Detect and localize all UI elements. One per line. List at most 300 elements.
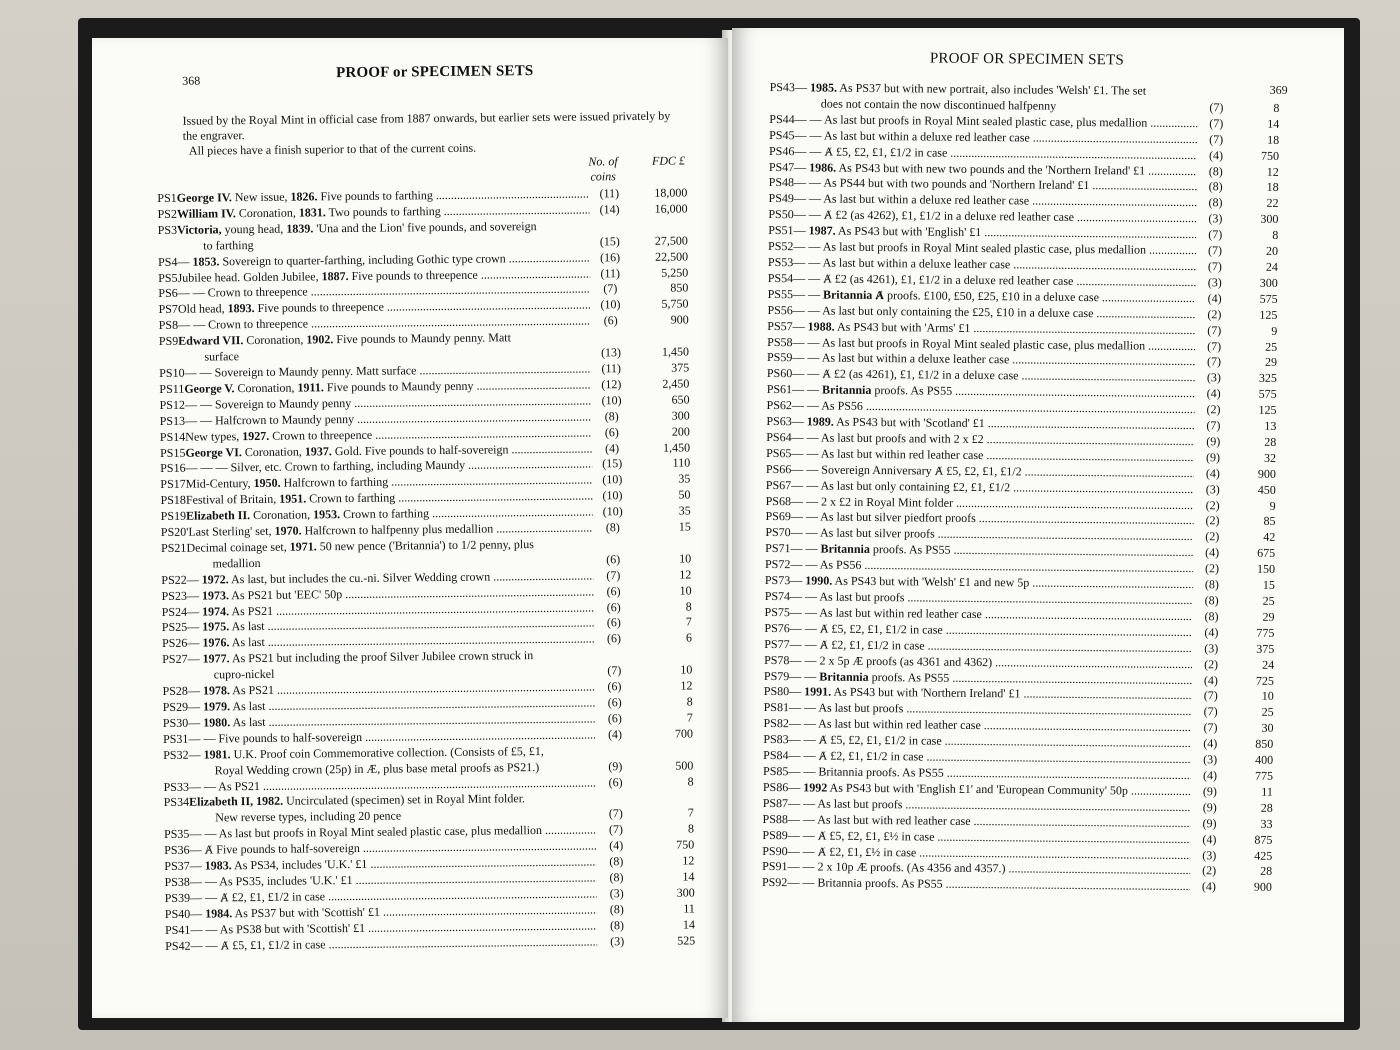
entry-code: PS30 (162, 715, 189, 730)
entry-description (186, 536, 593, 572)
column-header-count: No. of coins (588, 154, 618, 184)
entry-code: PS2 (157, 206, 177, 221)
entry-code: PS36 (164, 842, 190, 858)
entry-code: PS86 (762, 779, 789, 795)
entry-code: PS66 (765, 461, 792, 476)
entry-text: — — (792, 287, 824, 302)
entry-text: — — (789, 668, 820, 684)
entry-coin-count: (4) (1206, 386, 1221, 401)
entry-text: — (187, 620, 203, 635)
entry-bold: George V. (184, 381, 235, 396)
entry-list (762, 80, 1290, 896)
entry-fdc-price: 50 (678, 487, 691, 502)
entry-coin-count: (2) (1206, 402, 1221, 417)
entry-code: PS64 (766, 429, 792, 445)
entry-coin-count: (3) (1206, 370, 1221, 385)
entry-bold: 1893. (227, 301, 255, 316)
entry-coin-count: (8) (1208, 179, 1223, 194)
entry-code: PS54 (767, 270, 794, 286)
entry-text: Sovereign to quarter-farthing, including Gothic type crown (219, 250, 506, 268)
column-header-fdc: FDC £ (651, 153, 686, 168)
entry-code: PS5 (158, 270, 178, 285)
entry-bold: 1975. (202, 619, 230, 635)
entry-code: PS56 (767, 302, 793, 317)
entry-fdc-price: 35 (678, 471, 691, 486)
entry-fdc-price: 110 (672, 455, 691, 471)
entry-code: PS41 (164, 922, 191, 937)
entry-coin-count: (7) (1207, 338, 1222, 353)
entry-fdc-price: 8 (685, 598, 692, 614)
right-page-content (762, 48, 1290, 896)
entry-coin-count: (6) (608, 774, 623, 789)
entry-fdc-price: 2,450 (662, 376, 690, 391)
entry-coin-count: (9) (608, 758, 623, 773)
entry-text: — (187, 635, 203, 651)
entry-fdc-price: 20 (1266, 243, 1279, 258)
entry-bold: 1990. (805, 573, 833, 588)
entry-code: PS68 (765, 493, 792, 508)
entry-coin-count: (9) (1206, 450, 1221, 465)
entry-code: PS75 (764, 604, 791, 620)
entry-fdc-price: 1,450 (661, 344, 690, 359)
entry-text: — — Ⱥ £5, £2, £1, £1/2 in case (789, 621, 943, 637)
entry-coin-count: (11) (600, 265, 621, 280)
entry-text: 'Una and the Lion' five pounds, and sovereign (313, 218, 537, 236)
entry-coin-count: (7) (1206, 354, 1222, 369)
entry-fdc-price: 14 (682, 917, 696, 932)
entry-coin-count: (8) (1204, 577, 1219, 592)
entry-code: PS14 (159, 429, 186, 444)
entry-text: — — As PS56 (790, 557, 862, 573)
entry-bold: Edward VII. (178, 333, 244, 348)
entry-text: As PS37 but with 'Scottish' £1 (232, 904, 380, 921)
entry-code: PS53 (767, 254, 794, 270)
entry-text: — — Ⱥ £2 (as 4261), £1, £1/2 in a deluxe case (792, 366, 1019, 383)
entry-text: — (177, 254, 193, 269)
entry-code: PS79 (763, 668, 790, 683)
entry-coin-count: (7) (606, 567, 621, 583)
entry-description (795, 80, 1198, 116)
entry-code: PS59 (766, 350, 793, 365)
entry-text: — — As last but proofs in Royal Mint sealed plastic case, plus medallion (792, 334, 1146, 353)
entry-coin-count: (7) (1207, 322, 1222, 337)
entry-fdc-price: 29 (1264, 355, 1278, 370)
entry-coin-count: (2) (1202, 863, 1217, 878)
entry-code: PS77 (764, 636, 790, 651)
entry-text: Halfcrown to halfpenny plus medallion (301, 521, 494, 538)
entry-code: PS15 (159, 445, 186, 460)
entry-bold: Elizabeth II. (185, 508, 251, 523)
entry-text: 'Last Sterling' set, (186, 523, 275, 539)
entry-bold: 1839. (286, 221, 314, 236)
entry-text: Two pounds to farthing (325, 203, 441, 220)
entry-fdc-price: 28 (1260, 800, 1273, 815)
entry-text: — — As PS38 but with 'Scottish' £1 (190, 920, 366, 937)
entry-coin-count: (4) (1208, 147, 1224, 162)
entry-coin-count: (10) (601, 392, 622, 408)
entry-fdc-price: 13 (1264, 418, 1277, 433)
entry-fdc-price: 25 (1262, 593, 1275, 608)
entry-text: As PS21 (229, 682, 275, 698)
entry-bold: 1988. (807, 318, 835, 334)
entry-bold: Elizabeth II, 1982. (188, 794, 284, 810)
entry-text: As last (229, 635, 265, 650)
entry-code: PS24 (161, 604, 188, 619)
entry-text: Coronation, (241, 443, 305, 459)
entry-fdc-price: 700 (674, 726, 694, 741)
entry-bold: 1927. (242, 428, 270, 443)
entry-code: PS10 (159, 365, 185, 380)
entry-fdc-price: 375 (1256, 641, 1275, 656)
entry-code: PS9 (158, 333, 179, 349)
entry-text: Five pounds to Maundy penny (323, 378, 474, 395)
entry-bold: George IV. (176, 190, 232, 205)
entry-code: PS19 (160, 508, 187, 524)
entry-code: PS18 (160, 492, 186, 508)
entry-text: Crown to farthing (340, 506, 430, 522)
intro-text (183, 108, 687, 158)
entry-text: — — Britannia proofs. As PS55 (788, 764, 944, 780)
entry-text: — (790, 573, 806, 588)
entry-fdc-price: 775 (1254, 768, 1274, 783)
entry-coin-count: (8) (604, 408, 619, 424)
page-number: 369 (1269, 82, 1288, 97)
entry-fdc-price: 300 (1260, 211, 1279, 227)
entry-fdc-price: 7 (685, 614, 692, 629)
entry-code: PS82 (763, 716, 789, 731)
entry-fdc-price: 42 (1263, 530, 1276, 545)
entry-coin-count: (15) (602, 456, 623, 471)
entry-code: PS16 (160, 461, 186, 476)
entry-coin-count: (8) (605, 520, 620, 535)
entry-text: As last (229, 619, 265, 634)
entry-text: — — Ⱥ £5, £2, £1, £1/2 in case (788, 732, 942, 748)
entry-fdc-price: 6 (685, 630, 693, 645)
entry-text: — — As last but silver proofs (790, 525, 935, 541)
entry-text: Five pounds to Maundy penny. Matt (333, 330, 511, 347)
entry-coin-count: (2) (1204, 656, 1219, 671)
entry-code: PS1 (157, 190, 177, 205)
entry-code: PS46 (768, 143, 795, 158)
entry-fdc-price: 7 (686, 710, 693, 725)
entry-code: PS12 (159, 397, 185, 412)
entry-code: PS28 (162, 683, 188, 699)
entry-fdc-price: 28 (1264, 434, 1277, 449)
entry-coin-count: (12) (601, 377, 622, 392)
entry-fdc-price: 575 (1259, 291, 1278, 306)
entry-fdc-price: 18,000 (654, 185, 688, 200)
entry-coin-count: (7) (608, 822, 624, 837)
entry-fdc-price: 30 (1261, 720, 1274, 736)
entry-code: PS27 (162, 651, 188, 667)
entry-text: U.K. Proof coin Commemorative collection. (Consists of £5, £1, (230, 743, 544, 761)
entry-fdc-price: 18 (1266, 180, 1279, 195)
entry-bold: 1987. (808, 223, 836, 238)
entry-fdc-price: 7 (687, 805, 694, 820)
page-number: 368 (182, 73, 201, 88)
entry-coin-count: (4) (1202, 768, 1218, 783)
running-title: PROOF or SPECIMEN SETS (336, 63, 534, 82)
entry-fdc-price: 18 (1267, 132, 1280, 147)
entry-fdc-price: 32 (1264, 450, 1277, 465)
entry-bold: 1991. (804, 684, 832, 700)
entry-text: proofs. As PS55 (869, 542, 951, 558)
entry-fdc-price: 29 (1262, 609, 1275, 624)
entry-coin-count: (4) (1202, 831, 1217, 846)
entry-text: proofs. As PS55 (871, 383, 953, 398)
entry-coin-count: (2) (1205, 529, 1220, 544)
entry-text: As PS43 but with new two pounds and the 'Northern Ireland' £1 (836, 160, 1146, 178)
entry-coin-count: (9) (1206, 434, 1221, 449)
entry-code: PS87 (762, 795, 789, 810)
entry-fdc-price: 12 (682, 853, 695, 868)
entry-text: As PS43 but with 'English' £1 (835, 223, 982, 240)
entry-coin-count: (8) (609, 854, 624, 869)
entry-bold: 1986. (809, 159, 837, 175)
entry-fdc-price: 24 (1265, 259, 1278, 274)
entry-code: PS3 (157, 222, 178, 237)
entry-text: Coronation, (235, 205, 299, 221)
entry-text: — (789, 684, 805, 699)
entry-text: — — As last but proofs (788, 795, 903, 812)
entry-coin-count: (7) (1209, 100, 1224, 115)
entry-text: — — As last but silver piedfort proofs (790, 509, 976, 526)
entry-text: — — As last but within red leather case (789, 605, 982, 621)
entry-text: — — As last but within a deluxe red leather case (793, 191, 1030, 208)
entry-code: PS26 (161, 636, 188, 651)
entry-fdc-price: 11 (683, 901, 695, 916)
entry-code: PS42 (165, 938, 191, 953)
entry-text: Five pounds to threepence (254, 299, 384, 316)
right-page (732, 28, 1344, 1022)
entry-code: PS33 (163, 779, 189, 794)
entry-code: PS63 (766, 414, 792, 429)
entry-code: PS31 (162, 731, 189, 746)
entry-bold: 1976. (202, 635, 230, 650)
entry-code: PS51 (768, 223, 794, 238)
entry-code: PS43 (769, 79, 796, 95)
entry-code: PS29 (162, 699, 189, 714)
entry-fdc-price: 875 (1254, 832, 1273, 847)
entry-text: — — As last but proofs (790, 589, 905, 605)
entry-fdc-price: 8 (687, 773, 694, 789)
entry-coin-count: (14) (599, 202, 620, 217)
entry-fdc-price: 1,450 (662, 439, 691, 455)
entry-text: — (186, 588, 202, 603)
entry-text: — — As PS21 (188, 778, 261, 794)
entry-bold: William IV. (176, 206, 236, 221)
column-headers (157, 153, 687, 191)
entry-text: — — As last but only containing the £25, £10 in a deluxe case (792, 302, 1094, 320)
entry-code: PS47 (768, 159, 795, 174)
entry-coin-count: (3) (609, 886, 624, 901)
entry-description (187, 648, 594, 684)
entry-coin-count: (6) (607, 679, 622, 694)
entry-continuation: Royal Wedding crown (25p) in Æ, plus base metal proofs as PS21.) (214, 759, 540, 778)
entry-text: — — As PS56 (791, 398, 864, 414)
entry-fdc-price: 10 (1261, 689, 1274, 704)
entry-fdc-price: 900 (1257, 466, 1277, 481)
entry-coin-count: (4) (1203, 736, 1218, 751)
intro-paragraph: All pieces have a finish superior to that of the current coins. (188, 140, 477, 158)
entry-text: — — As last but within a deluxe leather case (792, 350, 1010, 367)
entry-fdc-price: 725 (1255, 673, 1275, 688)
entry-fdc-price: 22,500 (654, 249, 689, 264)
entry-text: — — — Silver, etc. Crown to farthing, including Maundy (185, 458, 466, 476)
entry-text: — (793, 223, 809, 238)
entry-fdc-price: 35 (678, 503, 691, 518)
entry-text: 50 new pence ('Britannia') to 1/2 penny, plus (316, 537, 534, 554)
entry-coin-count: (15) (599, 233, 620, 249)
entry-code: PS17 (160, 477, 186, 492)
entry-fdc-price: 15 (1262, 577, 1275, 592)
entry-text: Coronation, (250, 507, 314, 523)
entry-text: — — Ⱥ £5, £2, £1, £½ in case (787, 827, 935, 844)
entry-text: As PS43 but with 'Northern Ireland' £1 (831, 685, 1021, 701)
entry-code: PS74 (764, 588, 791, 604)
entry-text: — (788, 780, 804, 795)
entry-text: — — As PS35, includes 'U.K.' £1 (189, 872, 353, 889)
entry-fdc-price: 12 (1266, 164, 1279, 179)
entry-fdc-price: 9 (1271, 323, 1278, 338)
entry-coin-count: (4) (1205, 465, 1221, 481)
entry-text: As PS21 but 'EEC' 50p (228, 586, 343, 602)
entry-coin-count: (2) (1204, 561, 1220, 576)
entry-coin-count: (3) (1202, 847, 1217, 862)
entry-text: — (187, 651, 203, 666)
entry-list (157, 185, 695, 954)
entry-fdc-price: 900 (670, 312, 689, 327)
entry-coin-count: (9) (1202, 799, 1217, 815)
entry-bold: 1981. (203, 746, 231, 762)
entry-code: PS40 (164, 906, 191, 921)
entry-fdc-price: 8 (1273, 100, 1280, 115)
entry-text: — (189, 858, 205, 873)
entry-text: — — Sovereign Anniversary Ⱥ £5, £2, £1, £1/2 (791, 461, 1022, 479)
entry-coin-count: (6) (607, 695, 622, 710)
entry-text: Five pounds to farthing (317, 188, 433, 204)
entry-text: — — As last but within red leather case (791, 446, 984, 462)
entry-text: — — Sovereign to Maundy penny (184, 395, 352, 412)
entry-text: New types, (185, 428, 243, 444)
entry-code: PS37 (164, 858, 190, 874)
entry-bold: 1937. (304, 443, 332, 458)
entry-bold: 1951. (279, 491, 307, 506)
entry-text: — — Ⱥ £2, £1, £1/2 in case (789, 636, 925, 653)
entry-code: PS7 (158, 302, 178, 317)
entry-coin-count: (2) (1207, 306, 1222, 322)
entry-text: — — As last but only containing £2, £1, £1/2 (791, 477, 1011, 494)
entry-bold: 1970. (274, 523, 302, 538)
entry-code: PS78 (764, 652, 790, 667)
entry-text: — — As last but within a deluxe leather case (793, 255, 1011, 272)
entry-coin-count: (4) (1204, 625, 1219, 640)
entry-text: — — As last but proofs in Royal Mint sealed plastic case, plus medallion (793, 239, 1147, 257)
entry-bold: Victoria, (177, 222, 222, 237)
entry-fdc-price: 10 (680, 662, 693, 677)
entry-bold: 1973. (201, 587, 229, 603)
entry-continuation: New reverse types, including 20 pence (215, 808, 402, 825)
entry-fdc-price: 300 (671, 408, 690, 423)
entry-text: — (190, 906, 206, 921)
entry-code: PS65 (766, 445, 792, 461)
entry-code: PS76 (764, 620, 790, 636)
left-page-header (156, 60, 686, 92)
entry-code: PS32 (163, 747, 189, 762)
entry-coin-count: (6) (606, 552, 621, 567)
entry-code: PS44 (769, 111, 795, 127)
entry-text: — — Halfcrown to Maundy penny (184, 411, 355, 428)
entry-coin-count: (10) (600, 297, 621, 312)
entry-code: PS57 (767, 318, 793, 333)
entry-fdc-price: 450 (1257, 482, 1276, 497)
entry-coin-count: (11) (601, 361, 622, 376)
entry-coin-count: (7) (1209, 131, 1224, 147)
entry-row (769, 80, 1279, 117)
entry-text: — — As last but within a deluxe red leather case (794, 127, 1030, 145)
entry-bold: 1977. (202, 651, 230, 666)
entry-fdc-price: 25 (1265, 339, 1278, 354)
entry-bold: 1972. (201, 572, 229, 587)
entry-coin-count: (16) (599, 249, 621, 264)
entry-coin-count: (6) (606, 599, 621, 614)
entry-code: PS81 (763, 700, 790, 715)
entry-bold: 1974. (201, 603, 230, 619)
entry-code: PS62 (766, 398, 792, 413)
entry-bold: 1911. (297, 380, 324, 395)
entry-bold: Britannia (820, 541, 870, 557)
entry-code: PS92 (761, 875, 788, 890)
entry-bold: 1989. (806, 414, 834, 429)
entry-fdc-price: 850 (1255, 736, 1274, 752)
entry-coin-count: (4) (1201, 879, 1217, 894)
entry-coin-count: (7) (1206, 418, 1221, 433)
entry-text: As PS37 but with new portrait, also includes 'Welsh' £1. The set (836, 80, 1147, 98)
entry-code: PS89 (762, 827, 788, 842)
entry-code: PS49 (768, 191, 794, 206)
entry-text: — — Ⱥ £5, £1, £1/2 in case (190, 936, 326, 953)
entry-text: — (794, 159, 810, 174)
entry-bold: 1985. (809, 80, 838, 95)
entry-coin-count: (7) (1209, 116, 1224, 131)
entry-text: proofs. As PS55 (868, 669, 950, 685)
entry-coin-count: (7) (1208, 227, 1223, 242)
entry-coin-count: (4) (1205, 545, 1220, 560)
entry-code: PS85 (762, 763, 789, 779)
entry-text: — — Sovereign to Maundy penny. Matt surface (184, 363, 417, 380)
entry-text: — (187, 683, 203, 698)
entry-coin-count: (6) (603, 313, 618, 328)
entry-text: Uncirculated (specimen) set in Royal Mint folder. (283, 791, 526, 809)
entry-text: As PS43 but with 'Scotland' £1 (833, 414, 985, 431)
entry-continuation: to farthing (203, 237, 254, 253)
entry-coin-count: (3) (1207, 275, 1222, 290)
entry-code: PS67 (765, 477, 792, 492)
entry-coin-count: (11) (599, 186, 620, 201)
entry-coin-count: (3) (1203, 752, 1218, 767)
entry-fdc-price: 22 (1266, 196, 1279, 211)
entry-text: Festival of Britain, (185, 491, 280, 507)
entry-bold: 1831. (298, 205, 326, 220)
entry-coin-count: (4) (1203, 672, 1219, 687)
entry-text: — — Britannia proofs. As PS55 (787, 875, 943, 892)
entry-text: — — As PS44 but with two pounds and 'Northern Ireland' £1 (794, 175, 1090, 193)
entry-code: PS6 (158, 286, 178, 301)
entry-coin-count: (7) (608, 806, 623, 821)
entry-text: Gold. Five pounds to half-sovereign (331, 441, 509, 458)
entry-bold: George VI. (185, 444, 242, 460)
entry-bold: 1950. (253, 476, 281, 491)
